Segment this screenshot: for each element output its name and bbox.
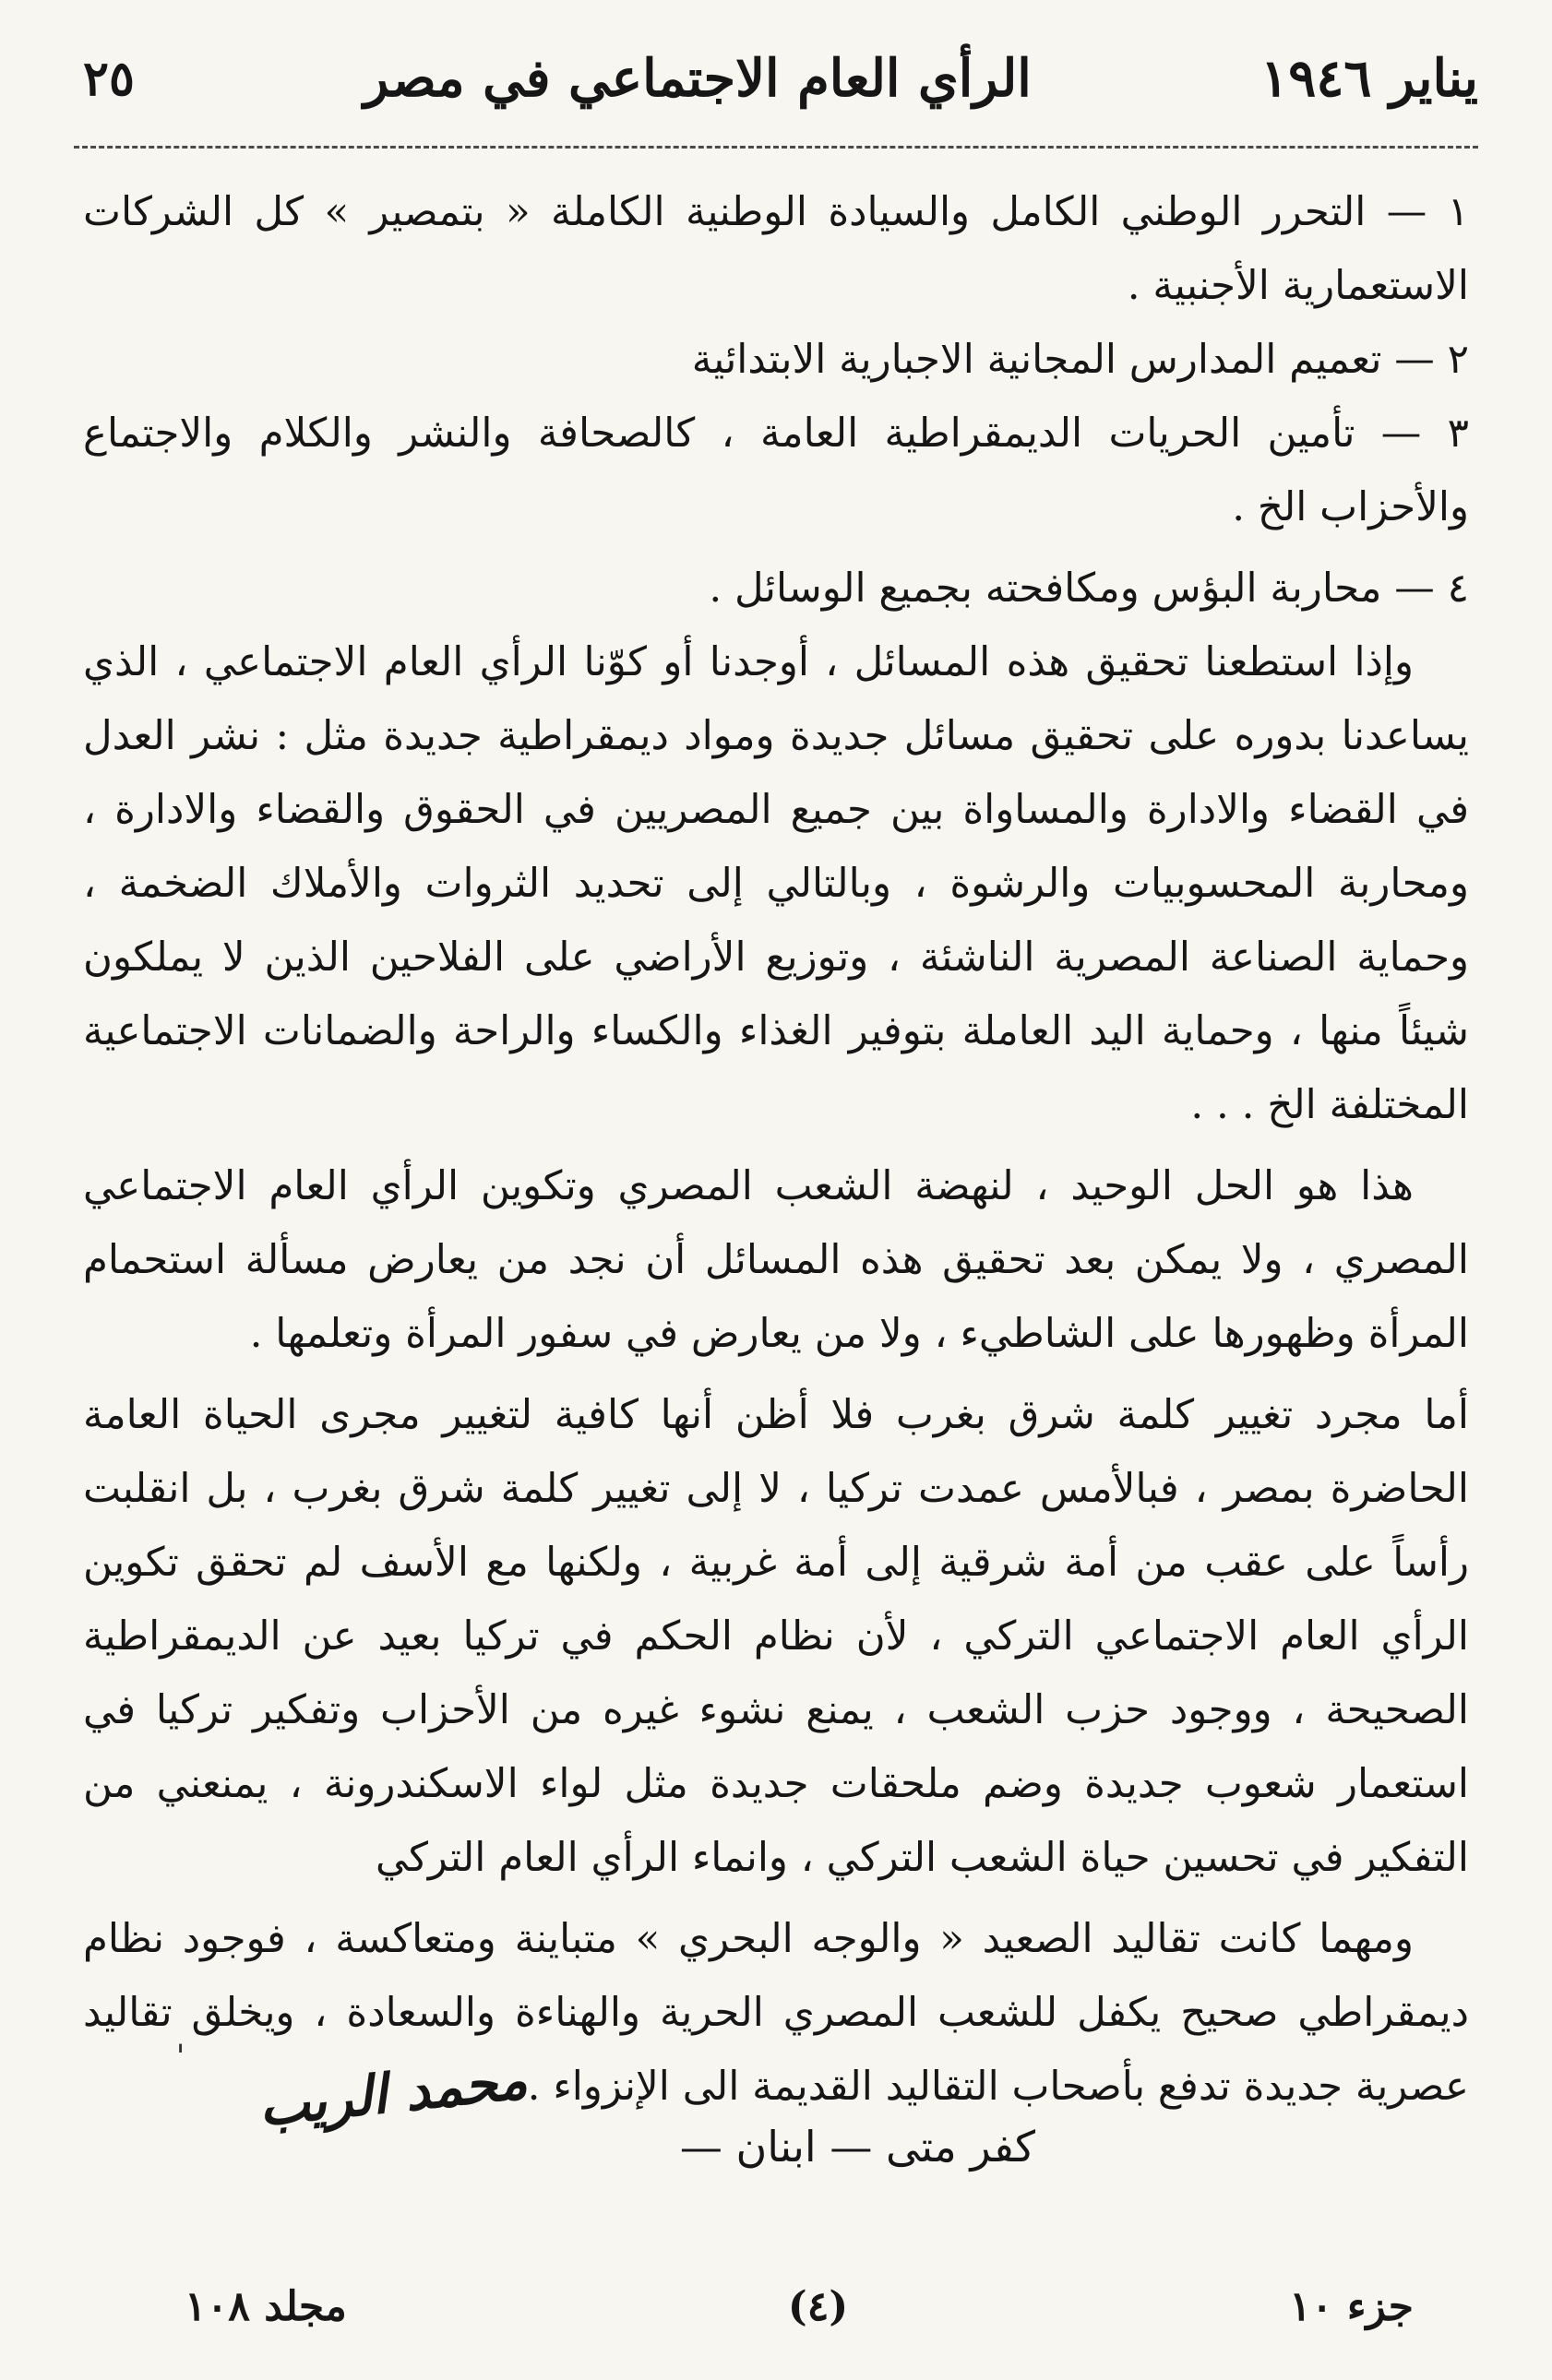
closing-place: كفر متى — ابنان — [679, 2122, 1035, 2172]
footer-issue: (٤) [787, 2282, 849, 2330]
header-rule [74, 146, 1478, 149]
header-page-number: ٢٥ [83, 50, 135, 107]
author-signature: محمد الريب [256, 2047, 531, 2139]
paragraph-traditions: ومهما كانت تقاليد الصعيد « والوجه البحري » متباينة ومتعاكسة ، فوجود نظام ديمقراطي صحيح يكفل للشعب المصري الحرية والهناءة والسعادة ، ويخلق تقاليد عصرية جديدة تدفع بأصحاب التقاليد القديمة الى الإنزواء . [83, 1916, 1469, 2110]
footer-volume: مجلد ١٠٨ [185, 2282, 347, 2330]
header-date: يناير ١٩٤٦ [1260, 48, 1478, 109]
paragraph-democracy-goals: وإذا استطعنا تحقيق هذه المسائل ، أوجدنا أو كوّنا الرأي العام الاجتماعي ، الذي يساعدنا بدوره على تحقيق مسائل جديدة ومواد ديمقراطية جديدة مثل : نشر العدل في القضاء والادارة والمساواة بين جميع المصريين في الحقوق والقضاء والادارة ، ومحاربة المحسوبيات والرشوة ، وبالتالي إلى تحديد الثروات والأملاك الضخمة ، وحماية الصناعة المصرية الناشئة ، وتوزيع الأراضي على الفلاحين الذين لا يملكون شيئاً منها ، وحماية اليد العاملة بتوفير الغذاء والكساء والراحة والضمانات الاجتماعية المختلفة الخ . . . [83, 639, 1469, 1128]
header-title: الرأي العام الاجتماعي في مصر [364, 48, 1032, 109]
page-footer [185, 2274, 1414, 2338]
footer-part: جزء ١٠ [1289, 2282, 1414, 2330]
page-header [83, 37, 1478, 120]
paragraph-only-solution: هذا هو الحل الوحيد ، لنهضة الشعب المصري وتكوين الرأي العام الاجتماعي المصري ، ولا يمكن بعد تحقيق هذه المسائل أن نجد من يعارض مسألة استحمام المرأة وظهورها على الشاطيء ، ولا من يعارض في سفور المرأة وتعلمها . [83, 1163, 1469, 1357]
stray-mark: ˈ [175, 2039, 185, 2081]
list-item-1: ١ — التحرر الوطني الكامل والسيادة الوطنية الكاملة « بتمصير » كل الشركات الاستعمارية الأجنبية . [83, 189, 1469, 309]
list-item-2: ٢ — تعميم المدارس المجانية الاجبارية الابتدائية [691, 337, 1469, 383]
list-item-4: ٤ — محاربة البؤس ومكافحته بجميع الوسائل . [709, 565, 1469, 612]
paragraph-turkey: أما مجرد تغيير كلمة شرق بغرب فلا أظن أنها كافية لتغيير مجرى الحياة العامة الحاضرة بمصر ، فبالأمس عمدت تركيا ، لا إلى تغيير كلمة شرق بغرب ، بل انقلبت رأساً على عقب من أمة شرقية إلى أمة غربية ، ولكنها مع الأسف لم تحقق تكوين الرأي العام الاجتماعي التركي ، لأن نظام الحكم في تركيا بعيد عن الديمقراطية الصحيحة ، ووجود حزب الشعب ، يمنع نشوء غيره من الأحزاب وتفكير تركيا في استعمار شعوب جديدة وضم ملحقات جديدة مثل لواء الاسكندرونة ، يمنعني من التفكير في تحسين حياة الشعب التركي ، وانماء الرأي العام التركي [83, 1392, 1469, 1881]
list-item-3: ٣ — تأمين الحريات الديمقراطية العامة ، كالصحافة والنشر والكلام والاجتماع والأحزاب الخ . [83, 411, 1469, 530]
article-body [83, 175, 1469, 2124]
